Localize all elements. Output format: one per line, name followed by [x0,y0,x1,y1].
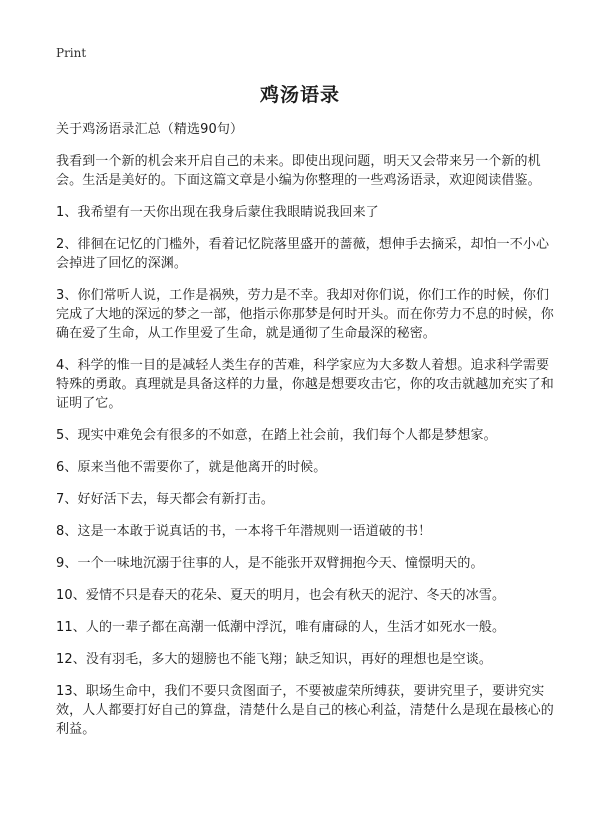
article-body [56,120,556,752]
quote-item: 4、科学的惟一目的是减轻人类生存的苦难，科学家应为大多数人着想。追求科学需要特殊的勇敢。真理就是具备这样的力量，你越是想要攻击它，你的攻击就越加充实了和证明了它。 [56,358,554,411]
quote-item: 13、职场生命中，我们不要只贪图面子，不要被虚荣所缚获，要讲究里子，要讲究实效，人人都要打好自己的算盘，清楚什么是自己的核心利益，清楚什么是现在最核心的利益。 [56,684,554,737]
page-title: 鸡汤语录 [259,84,340,106]
article-subtitle: 关于鸡汤语录汇总（精选90句） [56,122,244,137]
quote-item: 10、爱情不只是春天的花朵、夏天的明月，也会有秋天的泥泞、冬天的冰雪。 [56,588,506,603]
quote-item: 1、我希望有一天你出现在我身后蒙住我眼睛说我回来了 [56,205,379,220]
quote-item: 2、徘徊在记忆的门槛外，看着记忆院落里盛开的蔷薇，想伸手去摘采，却怕一不小心会掉进了回忆的深渊。 [56,237,550,271]
quote-item: 12、没有羽毛，多大的翅膀也不能飞翔；缺乏知识，再好的理想也是空谈。 [56,652,492,667]
quote-item: 3、你们常听人说，工作是祸殃，劳力是不幸。我却对你们说，你们工作的时候，你们完成了大地的深远的梦之一部，他指示你那梦是何时开头。而在你劳力不息的时候，你确在爱了生命，从工作里爱了生命，就是通彻了生命最深的秘密。 [56,288,554,341]
quote-item: 6、原来当他不需要你了，就是他离开的时候。 [56,460,327,475]
quote-item: 5、现实中难免会有很多的不如意，在踏上社会前，我们每个人都是梦想家。 [56,428,497,443]
quote-item: 8、这是一本敢于说真话的书，一本将千年潜规则一语道破的书！ [56,524,432,539]
article-intro: 我看到一个新的机会来开启自己的未来。即使出现问题，明天又会带来另一个新的机会。生活是美好的。下面这篇文章是小编为你整理的一些鸡汤语录，欢迎阅读借鉴。 [56,154,541,188]
quote-item: 11、人的一辈子都在高潮一低潮中浮沉，唯有庸碌的人，生活才如死水一般。 [56,620,506,635]
quote-item: 7、好好活下去，每天都会有新打击。 [56,492,274,507]
print-link[interactable]: Print [56,46,87,60]
quote-item: 9、一个一味地沉溺于往事的人，是不能张开双臂拥抱今天、憧憬明天的。 [56,556,484,571]
